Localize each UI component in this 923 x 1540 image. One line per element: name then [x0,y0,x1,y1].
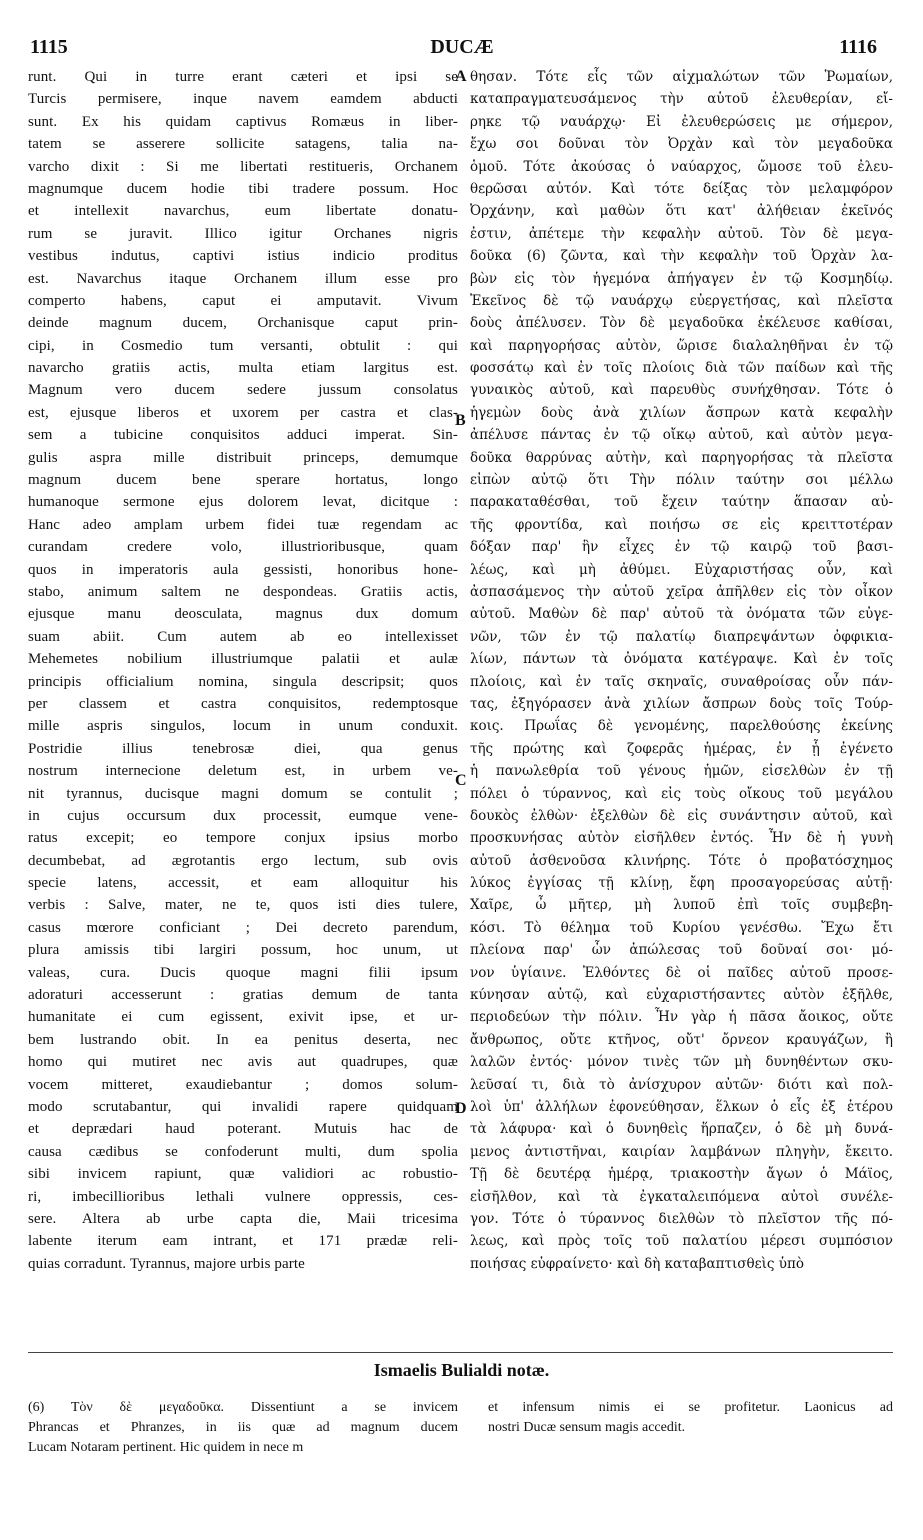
greek-text-line: εἰπὼν αὐτῷ ὅτι Τὴν πόλιν ταύτην σοι μέλλω [470,472,893,489]
greek-text-line: κόσι. Τὸ θέλημα τοῦ Κυρίου γενέσθω. Ἔχω ἔτι [470,919,893,936]
notes-title: Ismaelis Bulialdi notæ. [373,1360,550,1380]
latin-text-line: nit tyrannus, ducisque magni domum se contulit ; [28,785,458,802]
greek-text-line: ρηκε τῷ ναυάρχῳ· Εἰ ἐλευθερώσεις με σήμερον, [470,113,893,130]
latin-text-line: adoraturi accesserunt : gratias demum de tanta [28,987,458,1004]
greek-text-line: κύνησαν αὐτῷ, καὶ εὐχαριστήσαντες αὐτὸν ἐξῆλθε, [470,987,893,1004]
latin-text-line: sunt. Ex his quidam captivus Romæus in liber- [28,113,458,130]
latin-text-line: ri, imbecillioribus lethali vulnere oppressis, ces- [28,1188,458,1205]
greek-text-line: γυναικὸς αὐτοῦ, καὶ παρευθὺς συνήχθησαν. Τότε ὁ [470,382,893,399]
greek-text-line: κοις. Πρωΐας δὲ γενομένης, παρελθούσης ἐκείνης [470,718,893,735]
latin-text-line: et deprædari haud poterant. Mutuis hac de [28,1121,458,1138]
greek-text-line: δόξαν παρ' ἣν εἶχες ἐν τῷ καιρῷ τοῦ βασι- [470,539,893,556]
latin-text-line: mille aspris singulos, locum in unum conduxit. [28,718,458,735]
notes-left-column [28,1398,458,1458]
latin-text-line: suam abiit. Cum autem ab eo intellexisset [28,628,458,645]
greek-text-line: βὼν εἰς τὸν ἡγεμόνα ἀπήγαγεν ἐν τῷ Κοσμηδίῳ. [470,270,893,287]
notes-divider [28,1352,893,1353]
greek-text-line: καὶ παρηγορήσας αὐτὸν, ὥρισε διαλαληθῆναι ἐν τῷ [470,337,893,354]
greek-text-line: λεῦσαί τι, διὰ τὸ ἀνίσχυρον αὐτῶν· διότι καὶ πολ- [470,1076,893,1093]
latin-text-line: quias corradunt. Tyrannus, majore urbis parte [28,1255,305,1272]
page-number-left: 1115 [30,36,68,58]
greek-text-line: πλείονα παρ' ὧν ἀπώλεσας τοῦ δοῦναί σοι· μό- [470,942,893,959]
latin-text-line: per classem et castra conquisitos, redemptosque [28,695,458,712]
note-text-line: (6) Τὸν δὲ μεγαδοῦκα. Dissentiunt a se invicem [28,1400,458,1415]
page-number-right: 1116 [839,36,877,58]
margin-marker-a: A [455,68,467,85]
latin-text-line: homo qui mutiret nec avis aut quadrupes, quæ [28,1054,458,1071]
greek-text-line: δοὺς ἀπέλυσεν. Τὸν δὲ μεγαδοῦκα ἐκέλευσε καθίσαι, [470,315,893,332]
latin-text-line: runt. Qui in turre erant cæteri et ipsi se [28,69,458,85]
latin-text-line: principis officialium nomina, singula descripsit; quos [28,673,458,690]
latin-text-line: casus mœrore conficiant ; Dei decreto parendum, [28,919,458,936]
greek-text-line: καταπραγματευσάμενος τὴν αὑτοῦ ἐλευθερίαν, εἴ- [470,91,893,108]
greek-text-line: θησαν. Τότε εἷς τῶν αἰχμαλώτων τῶν Ῥωμαίων, [470,69,893,85]
greek-text-line: δουκὸς ἐλθὼν· ἐξελθὼν δὲ εἰς συνάντησιν αὐτοῦ, καὶ [470,807,893,824]
greek-text-line: πλοίοις, καὶ ἐν ταῖς σκηναῖς, συναθροίσας οὖν πάν- [470,673,893,690]
greek-text-line: Χαῖρε, ὦ μῆτερ, μὴ λυποῦ ἐπὶ τοῖς συμβεβη- [470,897,893,914]
latin-text-line: varcho dixit : Si me libertati restitueris, Orchanem [28,158,458,175]
latin-text-line: Hanc adeo amplam urbem fidei tuæ regendam ac [28,516,458,533]
greek-text-line: ἡ πανωλεθρία τοῦ γένους ἡμῶν, εἰσελθὼν ἐν τῇ [470,763,893,780]
greek-text-line: παρακαταθέσθαι, τοῦ ἔχειν ταύτην ἅπασαν αὐ- [470,494,893,511]
greek-text-line: λεως, καὶ πρὸς τοῖς τοῦ παλατίου μέρεσι συμπόσιον [470,1233,893,1250]
greek-text-line: αὐτοῦ ἀσθενοῦσα κλινήρης. Τότε ὁ προβατόσχημος [470,852,893,869]
note-text-line: et infensum nimis ei se profitetur. Laonicus ad [488,1400,893,1415]
note-text-line: nostri Ducæ sensum magis accedit. [488,1420,686,1435]
latin-text-line: bem lustrando obit. In ea penitus deserta, nec [28,1031,458,1048]
latin-text-line: vocem mitteret, exaudiebantur ; domos solum- [28,1076,458,1093]
latin-text-line: rum se juravit. Illico igitur Orchanes nigris [28,225,458,242]
greek-text-line: ἔχω σοι δοῦναι τὸν Ὀρχὰν καὶ τὸν μεγαδοῦκα [470,136,893,153]
greek-text-line: λέως, καὶ μὴ ἀθύμει. Εὐχαριστήσας οὖν, καὶ [470,561,893,578]
greek-text-line: γον. Τότε ὁ τύραννος διελθὼν τὸ πλεῖστον τῆς πό- [470,1210,893,1227]
greek-text-line: θερῶσαι αὐτόν. Καὶ τότε δείξας τὸν μελαμφόρον [470,180,893,197]
greek-text-line: ἡγεμὼν δοὺς ἀνὰ χιλίων ἄσπρων κατὰ κεφαλὴν [470,404,893,421]
latin-text-line: sem a tubicine conquisitos adduci imperat. Sin- [28,427,458,444]
latin-text-line: causa cædibus se confoderunt multi, dum spolia [28,1143,458,1160]
latin-text-line: et intellexit navarchus, eum libertate donatu- [28,203,458,220]
latin-text-line: humanoque sermone ejus dolorem levat, dicitque : [28,494,458,511]
latin-text-line: ratus excepit; eo tempore conjux ipsius morbo [28,830,458,847]
greek-text-line: τῆς πρώτης καὶ ζοφερᾶς ἡμέρας, ἐν ᾗ ἐγένετο [470,740,893,757]
note-text-line: Lucam Notaram pertinent. Hic quidem in nece m [28,1440,304,1455]
note-text-line: Phrancas et Phranzes, in iis quæ ad magnum ducem [28,1420,458,1435]
greek-text-line: δοῦκα (6) ζῶντα, καὶ τὴν κεφαλὴν τοῦ Ὀρχὰν λα- [470,248,893,265]
greek-text-line: λαλῶν ἐντός· μόνον τινὲς τῶν μὴ δυνηθέντων σκυ- [470,1054,893,1071]
latin-column [28,66,458,1275]
greek-text-line: μενος ἀντιστῆναι, καιρίαν λαμβάνων πληγὴν, ἔκειτο. [470,1143,893,1160]
latin-text-line: gulis aspra mille distribuit princeps, demumque [28,449,458,466]
greek-text-line: φοσσάτῳ καὶ ἐν τοῖς πλοίοις διὰ τῶν παίδων καὶ τῆς [470,360,893,377]
latin-text-line: Magnum vero ducem sedere jussum consolatus [28,382,458,399]
greek-text-line: δοῦκα θαρρύνας αὐτὴν, καὶ παρηγορήσας τὰ πλεῖστα [470,449,893,466]
greek-text-line: προσκυνήσας αὐτὸν εἰσῆλθεν ἐντός. Ἦν δὲ ἡ γυνὴ [470,830,893,847]
latin-text-line: magnumque ducem hodie tibi tradere possum. Hoc [28,180,458,197]
latin-text-line: Postridie illius tenebrosæ diei, qua genus [28,740,458,757]
greek-text-line: τὰ λάφυρα· καὶ ὁ δυνηθεὶς ἥρπαζεν, ὁ δὲ μὴ δυνά- [470,1121,893,1138]
greek-text-line: λύκος ἐγγίσας τῇ κλίνῃ, ἔφη προσαγορεύσας αὐτῇ· [470,875,893,892]
margin-marker-d: D [455,1100,467,1117]
greek-text-line: τας, ἐξηγόρασεν ἀνὰ χιλίων ἄσπρων δοὺς τοῖς Τούρ- [470,695,893,712]
latin-text-line: comperto habens, caput ei amputavit. Vivum [28,292,458,309]
greek-text-line: ἄνθρωπος, οὔτε κτῆνος, οὔτ' ὄρνεον κραυγάζων, ἢ [470,1031,893,1048]
greek-text-line: Ὀρχάνην, καὶ μαθὼν ὅτι κατ' ἀλήθειαν ἐκεῖνός [470,203,893,220]
latin-text-line: plura amissis tibi largiri possum, hoc unum, ut [28,942,458,959]
greek-text-line: ἀπέλυσε πάντας ἐν τῷ οἴκῳ αὐτοῦ, καὶ αὐτὸν μεγα- [470,427,893,444]
greek-text-line: πόλει ὁ τύραννος, καὶ εἰς τοὺς οἴκους τοῦ μεγάλου [470,785,893,802]
latin-text-line: Turcis permisere, inque navem eamdem abducti [28,91,458,108]
latin-text-line: nostrum internecione deletum est, in urbem ve- [28,763,458,780]
latin-text-line: modo scrutabantur, qui invalidi rapere quidquam [28,1098,458,1115]
running-title: DUCÆ [430,36,494,58]
latin-text-line: navarcho gratiis actis, multa etiam largitus est. [28,360,458,377]
latin-text-line: curandam credere volo, illustrioribusque, quam [28,539,458,556]
greek-text-line: Τῇ δὲ δευτέρᾳ ἡμέρᾳ, τριακοστὴν ἄγων ὁ Μάϊος, [470,1166,893,1183]
latin-text-line: in cujus occursum dux processit, eumque vene- [28,807,458,824]
greek-text-line: ὁμοῦ. Τότε ἀκούσας ὁ ναύαρχος, ὤμοσε τοῦ ἐλευ- [470,158,893,175]
latin-text-line: est, ejusque liberos et uxorem per castra et clas- [28,404,458,421]
latin-text-line: sibi invicem rapiunt, quæ validiori ac robustio- [28,1166,458,1183]
latin-text-line: est. Navarchus itaque Orchanem illum esse pro [28,270,458,287]
greek-text-line: ἐστιν, ἀπέτεμε τὴν κεφαλὴν αὐτοῦ. Τὸν δὲ μεγα- [470,225,893,242]
latin-text-line: decumbebat, ad ægrotantis ergo lectum, sub ovis [28,852,458,869]
greek-text-line: λίων, πάντων τὰ ὀνόματα κατέγραψε. Καὶ ἐν τοῖς [470,651,893,668]
latin-text-line: humanitate ei cum egissent, exivit ipse, et ur- [28,1009,458,1026]
latin-text-line: deinde magnum ducem, Orchanisque caput prin- [28,315,458,332]
greek-text-line: ποιήσας εὐφραίνετο· καὶ δὴ καταβαπτισθεὶς ὑπὸ [470,1255,804,1272]
greek-text-line: τῆς φροντίδα, καὶ ποιήσω σε εἰς κρειττοτέραν [470,516,893,533]
greek-text-line: λοὶ ὑπ' ἀλλήλων ἐφονεύθησαν, ἕλκων ὁ εἷς ἐξ ἑτέρου [470,1098,893,1115]
notes-right-column [488,1398,893,1438]
greek-text-line: αὐτοῦ. Μαθὼν δὲ παρ' αὐτοῦ τὰ ὀνόματα τῶν εὐγε- [470,606,893,623]
greek-column [470,66,893,1275]
latin-text-line: Mehemetes nobilium illustriumque palatii et aulæ [28,651,458,668]
margin-marker-c: C [455,772,467,789]
greek-text-line: εἰσῆλθον, καὶ τὰ ἐγκαταλειπόμενα αὐτοὶ συνέλε- [470,1188,893,1205]
latin-text-line: specie latens, accessit, et eam alloquitur his [28,875,458,892]
latin-text-line: quos in imperatoris aula gessisti, honoribus hone- [28,561,458,578]
greek-text-line: Ἐκεῖνος δὲ τῷ ναυάρχῳ εὐεργετήσας, καὶ πλεῖστα [470,292,893,309]
latin-text-line: vestibus indutus, captivi istius indicio proditus [28,248,458,265]
latin-text-line: verbis : Salve, mater, ne te, quos isti dies tulere, [28,897,458,914]
greek-text-line: νῶν, τῶν ἐν τῷ παλατίῳ διαπρεψάντων ὀφφικια- [470,628,893,645]
latin-text-line: ejusque manu deosculata, magnus dux domum [28,606,458,623]
latin-text-line: stabo, animum saltem ne despondeas. Gratiis actis, [28,583,458,600]
margin-marker-b: B [455,412,466,429]
latin-text-line: tatem se asserere sollicite satagens, talia na- [28,136,458,153]
latin-text-line: valeas, cura. Ducis quoque magni filii ipsum [28,964,458,981]
greek-text-line: νον ὑγίαινε. Ἐλθόντες δὲ οἱ παῖδες αὐτοῦ προσε- [470,964,893,981]
latin-text-line: magnum ducem bene sperare hortatus, longo [28,472,458,489]
greek-text-line: περιοδεύων τὴν πόλιν. Ἦν γὰρ ἡ πᾶσα ἄοικος, οὔτε [470,1009,893,1026]
greek-text-line: ἀσπασάμενος τὴν αὐτοῦ χεῖρα ἀπῆλθεν εἰς τὸν οἶκον [470,583,893,600]
latin-text-line: labente iterum eam intrant, et 171 prædæ reli- [28,1233,458,1250]
latin-text-line: cipi, in Cosmedio tum versanti, obtulit : qui [28,337,458,354]
latin-text-line: sere. Altera ab urbe capta die, Maii tricesima [28,1210,458,1227]
